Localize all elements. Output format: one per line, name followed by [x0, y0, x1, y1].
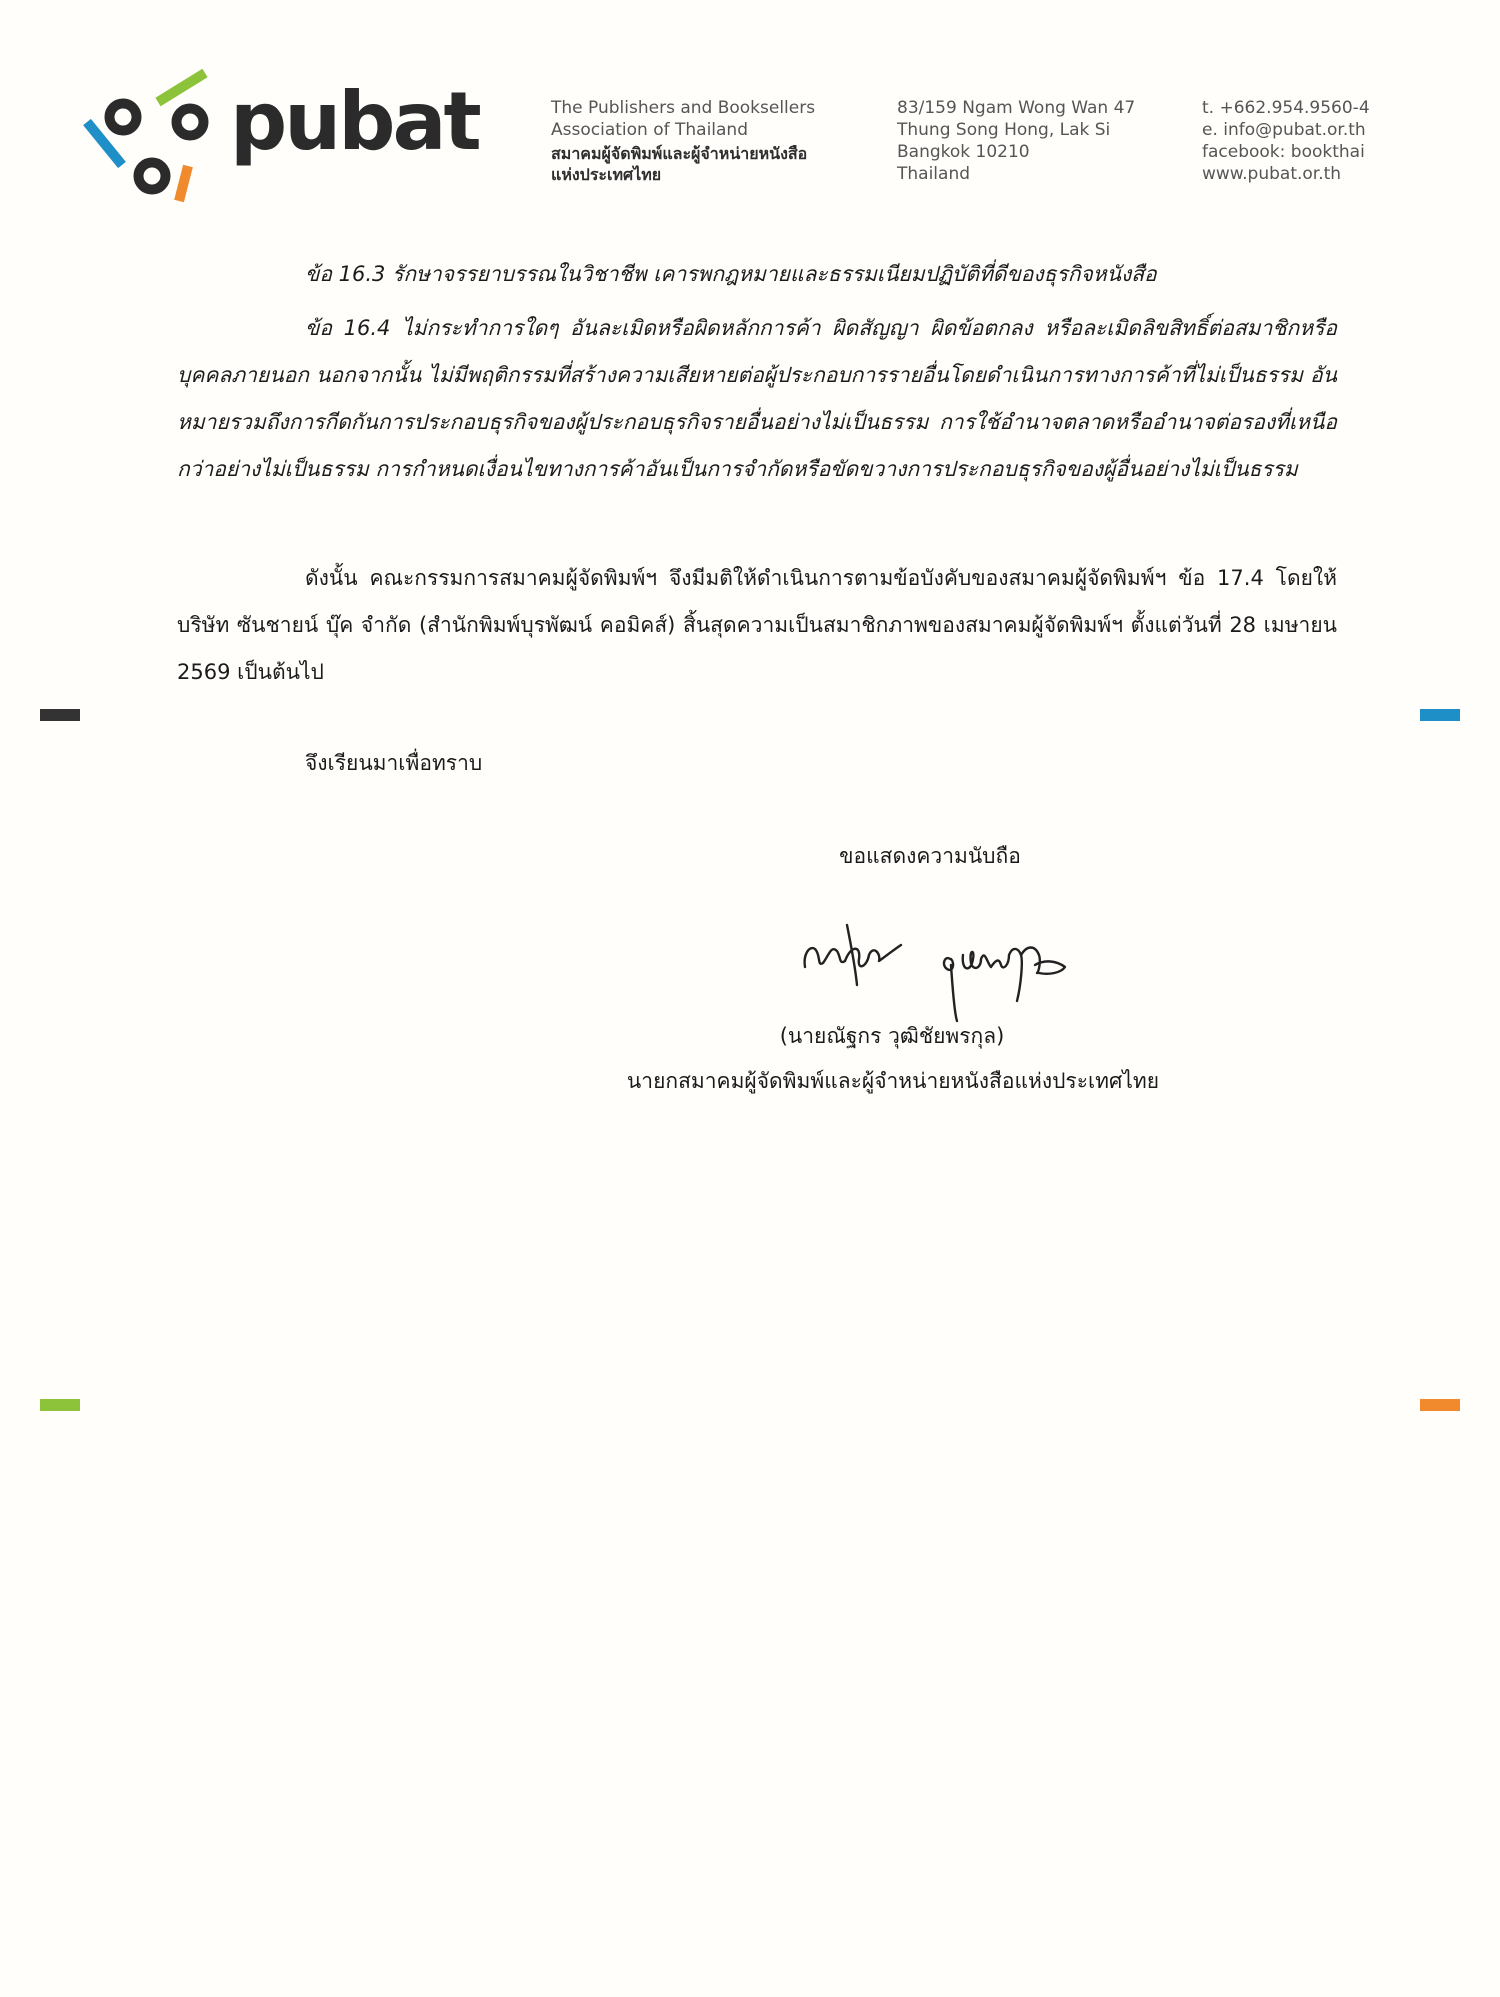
address-line4: Thailand: [897, 164, 971, 184]
association-name-en-line2: Association of Thailand: [551, 120, 748, 140]
clause-16-3: [177, 251, 1337, 298]
clause-16-4: [177, 305, 1337, 493]
contact-email: e. info@pubat.or.th: [1202, 120, 1366, 140]
signature-icon: [795, 915, 1075, 1025]
signer-name: (นายณัฐกร วุฒิชัยพรกุล): [779, 1024, 1005, 1048]
address-block: [897, 97, 1135, 185]
resolution-text: ดังนั้น คณะกรรมการสมาคมผู้จัดพิมพ์ฯ จึงมีมติให้ดำเนินการตามข้อบังคับของสมาคมผู้จัดพิมพ์ฯ ข้อ 17.4 โดยให้บริษัท ซันชายน์ บุ๊ค จำกัด (สำนักพิมพ์บุรพัฒน์ คอมิคส์) สิ้นสุดความเป็นสมาชิกภาพของสมาคมผู้จัดพิมพ์ฯ ตั้งแต่วันที่ 28 เมษายน 2569 เป็นต้นไป: [177, 566, 1337, 684]
association-name-en-line1: The Publishers and Booksellers: [551, 98, 816, 118]
contact-block: [1202, 97, 1370, 185]
association-name-th-line2: แห่งประเทศไทย: [551, 165, 662, 184]
address-line2: Thung Song Hong, Lak Si: [897, 120, 1111, 140]
margin-mark-bottom-left: [40, 1399, 80, 1411]
association-name-block: [551, 97, 815, 185]
clause-16-4-text: ข้อ 16.4 ไม่กระทำการใดๆ อันละเมิดหรือผิดหลักการค้า ผิดสัญญา ผิดข้อตกลง หรือละเมิดลิขสิทธิ์ต่อสมาชิกหรือบุคคลภายนอก นอกจากนั้น ไม่มีพฤติกรรมที่สร้างความเสียหายต่อผู้ประกอบการรายอื่นโดยดำเนินการทางการค้าที่ไม่เป็นธรรม อันหมายรวมถึงการกีดกันการประกอบธุรกิจของผู้ประกอบธุรกิจรายอื่นอย่างไม่เป็นธรรม การใช้อำนาจตลาดหรืออำนาจต่อรองที่เหนือกว่าอย่างไม่เป็นธรรม การกำหนดเงื่อนไขทางการค้าอันเป็นการจำกัดหรือขัดขวางการประกอบธุรกิจของผู้อื่นอย่างไม่เป็นธรรม: [177, 316, 1337, 481]
address-line1: 83/159 Ngam Wong Wan 47: [897, 98, 1136, 118]
association-name-th-line1: สมาคมผู้จัดพิมพ์และผู้จำหน่ายหนังสือ: [551, 144, 808, 163]
clause-16-3-text: ข้อ 16.3 รักษาจรรยาบรรณในวิชาชีพ เคารพกฎหมายและธรรมเนียมปฏิบัติที่ดีของธุรกิจหนังสือ: [305, 262, 1157, 286]
address-line3: Bangkok 10210: [897, 142, 1030, 162]
resolution-paragraph: [177, 555, 1337, 696]
pubat-wordmark: pubat: [230, 75, 479, 168]
signer-title: นายกสมาคมผู้จัดพิมพ์และผู้จำหน่ายหนังสือแห่งประเทศไทย: [626, 1069, 1160, 1093]
margin-mark-top-right: [1420, 709, 1460, 721]
pubat-logo-mark-icon: [70, 60, 220, 210]
contact-facebook: facebook: bookthai: [1202, 142, 1365, 162]
closing-line: จึงเรียนมาเพื่อทราบ: [305, 751, 483, 775]
regards-line: ขอแสดงความนับถือ: [839, 844, 1021, 868]
contact-phone: t. +662.954.9560-4: [1202, 98, 1370, 118]
contact-website: www.pubat.or.th: [1202, 164, 1342, 184]
margin-mark-bottom-right: [1420, 1399, 1460, 1411]
margin-mark-top-left: [40, 709, 80, 721]
